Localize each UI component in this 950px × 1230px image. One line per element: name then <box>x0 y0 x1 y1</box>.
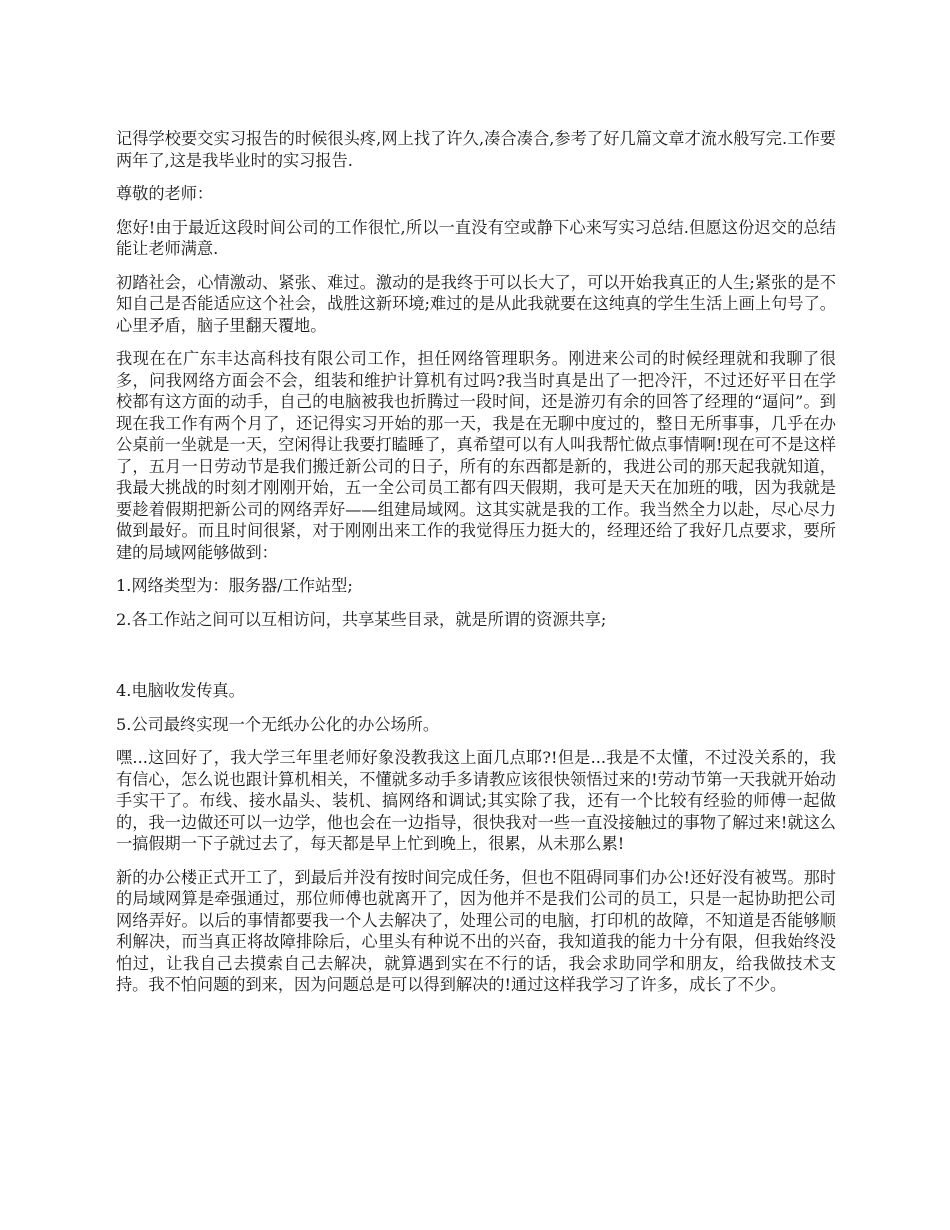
intro-paragraph: 记得学校要交实习报告的时候很头疼,网上找了许久,凑合凑合,参考了好几篇文章才流水般写完.工作要两年了,这是我毕业时的实习报告. <box>116 129 836 170</box>
salutation: 尊敬的老师： <box>116 184 214 203</box>
requirement-item-1: 1.网络类型为：服务器/工作站型; <box>116 576 353 595</box>
work-experience-paragraph: 嘿...这回好了，我大学三年里老师好象没教我这上面几点耶?!但是...我是不太懂，不过没关系的，我有信心，怎么说也跟计算机相关，不懂就多动手多请教应该很快领悟过来的!劳动节第一天我就开始动手实干了。布线、接水晶头、装机、搞网络和调试;其实除了我，还有一个比较有经验的师傅一起做的，我一边做还可以一边学，他也会在一边指导，很快我对一些一直没接触过的事物了解过来!就这么一搞假期一下子就过去了，每天都是早上忙到晚上，很累，从未那么累! <box>116 748 836 853</box>
feelings-paragraph: 初踏社会，心情激动、紧张、难过。激动的是我终于可以长大了，可以开始我真正的人生;紧张的是不知自己是否能适应这个社会，战胜这新环境;难过的是从此我就要在这纯真的学生生活上画上句号了。心里矛盾，脑子里翻天覆地。 <box>116 272 836 335</box>
requirement-item-2: 2.各工作站之间可以互相访问，共享某些目录，就是所谓的资源共享; <box>116 609 607 629</box>
requirement-item-5: 5.公司最终实现一个无纸办公化的办公场所。 <box>116 714 440 734</box>
job-description-paragraph: 我现在在广东丰达高科技有限公司工作，担任网络管理职务。刚进来公司的时候经理就和我聊了很多，问我网络方面会不会，组装和维护计算机有过吗?我当时真是出了一把冷汗，不过还好平日在学校都有这方面的动手，自己的电脑被我也折腾过一段时间，还是游刃有余的回答了经理的“逼问”。到现在我工作有两个月了，还记得实习开始的那一天，我是在无聊中度过的，整日无所事事，几乎在办公桌前一坐就是一天，空闲得让我要打瞌睡了，真希望可以有人叫我帮忙做点事情啊!现在可不是这样了，五月一日劳动节是我们搬迁新公司的日子，所有的东西都是新的，我进公司的那天起我就知道，我最大挑战的时刻才刚刚开始，五一全公司员工都有四天假期，我可是天天在加班的哦，因为我就是要趁着假期把新公司的网络弄好——组建局域网。这其实就是我的工作。我当然全力以赴，尽心尽力做到最好。而且时间很紧，对于刚刚出来工作的我觉得压力挺大的，经理还给了我好几点要求，要所建的局域网能够做到： <box>116 349 836 562</box>
requirement-item-4: 4.电脑收发传真。 <box>116 681 245 700</box>
new-office-paragraph: 新的办公楼正式开工了，到最后并没有按时间完成任务，但也不阻碍同事们办公!还好没有被骂。那时的局域网算是牵强通过，那位师傅也就离开了，因为他并不是我们公司的员工，只是一起协助把公司网络弄好。以后的事情都要我一个人去解决了，处理公司的电脑，打印机的故障，不知道是否能够顺利解决，而当真正将故障排除后，心里头有种说不出的兴奋，我知道我的能力十分有限，但我始终没怕过，让我自己去摸索自己去解决，就算遇到实在不行的话，我会求助同学和朋友，给我做技术支持。我不怕问题的到来，因为问题总是可以得到解决的!通过这样我学习了许多，成长了不少。 <box>116 867 836 994</box>
blank-line <box>116 642 836 680</box>
document-body <box>116 128 836 1008</box>
greeting-paragraph: 您好!由于最近这段时间公司的工作很忙,所以一直没有空或静下心来写实习总结.但愿这份迟交的总结能让老师满意. <box>116 217 836 258</box>
